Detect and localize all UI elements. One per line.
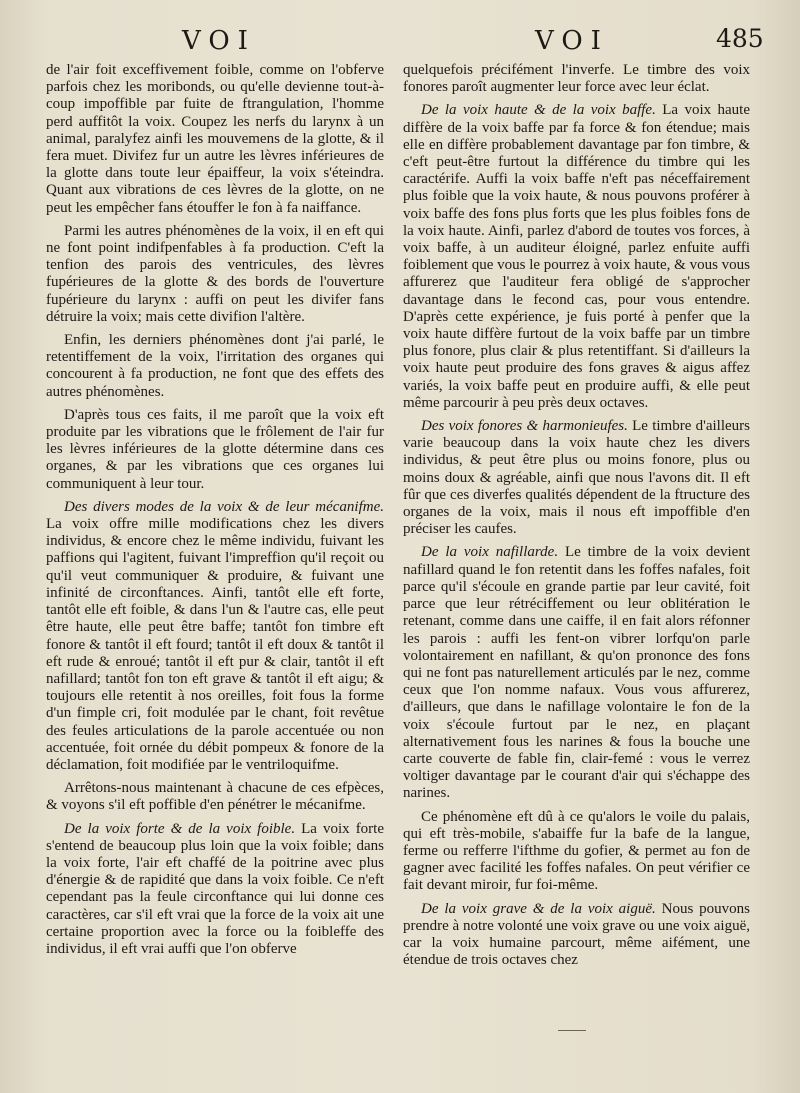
section-heading: Des divers modes de la voix & de leur mécanifme.	[64, 498, 384, 515]
paragraph-text: Le timbre de la voix devient nafillard quand le fon retentit dans les foffes nafales, foit parce qu'il s'écoule en grande partie par leur cavité, foit parce que leur rétréciffement ou leur oblitération le retenant, comme dans une caiffe, il en fait alors réfonner les parois : auffi les fent-on vibrer lorfqu'on parle volontairement en nafillant, & qu'on prononce des fons qui ne font pas naturellement articulés par le nez, comme ceux que l'on nomme nafaux. Vous vous affurerez, d'ailleurs, que dans le nafillage volontaire le fon de la voix s'écoule furtout par le nez, en plaçant alternativement fous les narines & fous la bouche une carte couverte de fable fin, clair-femé : vous le verrez voltiger davantage par le courant d'air qui s'échappe des narines.	[403, 544, 751, 802]
section-heading: De la voix grave & de la voix aiguë.	[421, 900, 656, 917]
paragraph	[46, 332, 384, 401]
paragraph	[403, 901, 750, 970]
paragraph	[46, 780, 384, 814]
paragraph	[403, 102, 750, 412]
paragraph	[46, 223, 384, 326]
paragraph	[403, 544, 750, 802]
paragraph-text: Nous pouvons prendre à notre volonté une voix grave ou une voix aiguë, car la voix humaine parcourt, même aifément, une étendue de trois octaves chez	[403, 900, 750, 969]
paragraph-text: de l'air foit exceffivement foible, comme on l'obferve parfois chez les moribonds, ou qu'elle devienne tout-à-coup impoffible par fuite de ftrangulation, l'homme perd auffitôt la voix. Coupez les nerfs du larynx à un animal, paralyfez ainfi les mouvemens de la glotte, & il fera muet. Divifez fur un autre les lèvres inférieures de la glotte dans toute leur épaiffeur, la voix s'éteindra. Quant aux vibrations de ces lèvres de la glotte, on ne peut les empêcher fans étouffer le fon à fa naiffance.	[46, 62, 384, 216]
paragraph	[403, 62, 750, 96]
right-column	[403, 62, 750, 975]
paragraph-text: Ce phénomène eft dû à ce qu'alors le voile du palais, qui eft très-mobile, s'abaiffe fur la bafe de la langue, ferme ou refferre l'ifthme du gofier, & permet au fon de gagner avec facilité les foffes nafales. On peut vérifier ce fait devant miroir, fur foi-même.	[403, 808, 750, 894]
paragraph-text: Arrêtons-nous maintenant à chacune de ces efpèces, & voyons s'il eft poffible d'en pénétrer le mécanifme.	[46, 780, 384, 814]
paragraph	[46, 821, 384, 959]
section-heading: De la voix haute & de la voix baffe.	[421, 102, 656, 119]
paragraph-text: Le timbre d'ailleurs varie beaucoup dans la voix haute chez les divers individus, & peut être plus ou moins fonore, plus ou moins doux & agréable, ainfi que nous l'avons dit. Il eft fûr que ces diverfes qualités dépendent de la ftructure des organes de la voix, mais il nous eft impoffible d'en préciser les caufes.	[403, 418, 750, 538]
paragraph-text: Parmi les autres phénomènes de la voix, il en eft qui ne font point indifpenfables à fa production. C'eft la tenfion des parois des ventricules, des lèvres fupérieures de la glotte & des bords de l'ouverture fupérieure du larynx : auffi on peut les divifer fans détruire la voix; mais cette divifion l'altère.	[46, 222, 384, 325]
paragraph	[403, 809, 750, 895]
running-head-left: VOI	[182, 26, 256, 56]
paragraph	[46, 499, 384, 774]
page-number: 485	[716, 24, 764, 53]
running-head-right: VOI	[535, 26, 609, 56]
footer-rule	[558, 1030, 586, 1031]
paragraph-text: quelquefois précifément l'inverfe. Le timbre des voix fonores paroît augmenter leur force avec leur éclat.	[403, 62, 750, 96]
paragraph-text: La voix offre mille modifications chez les divers individus, & encore chez le même individu, fuivant les paffions qui l'agitent, fuivant l'impreffion qu'il reçoit ou qu'il veut communiquer & produire, & fuivant une infinité de circonftances. Ainfi, tantôt elle eft forte, tantôt elle eft foible, & dans l'un & l'autre cas, elle peut être haute, elle peut être baffe; tantôt fon timbre eft fonore & tantôt il eft fourd; tantôt il eft doux & tantôt il eft rude & enroué; tantôt il eft pur & clair, tantôt il eft nafillard; tantôt fon ton eft grave & tantôt il eft aigu; & toujours elle retentit à nos oreilles, foit fous la forme d'un fimple cri, foit modulée par le chant, foit revêtue des feules articulations de la parole accentuée ou non accentuée, foit ornée du débit pompeux & fonore de la déclamation, foit modifiée par le ventriloquifme.	[46, 516, 384, 773]
paragraph-text: La voix haute diffère de la voix baffe par fa force & fon étendue; mais elle en diffère probablement davantage par fon timbre, & c'eft peut-être furtout la différence du timbre qui les caractérife. Auffi la voix baffe n'eft pas néceffairement plus foible que la voix haute, & nous pouvons proférer à voix baffe des fons plus forts que les plus foibles fons de la voix haute. Ainfi, parlez d'abord de toutes vos forces, à voix baffe, à un auditeur éloigné, parlez enfuite auffi foiblement que vous le pourrez à voix haute, & vous vous affurerez que l'auditeur fera obligé de s'approcher davantage dans le fecond cas, pour vous entendre. D'après cette expérience, je fuis porté à penfer que la voix haute diffère furtout de la voix baffe par un timbre plus fonore, plus clair & plus retentiffant. Si d'ailleurs la voix haute peut produire des fons graves & aigus affez variés, la voix baffe peut en produire auffi, & elle peut même parcourir à peu près deux octaves.	[403, 102, 751, 411]
paragraph	[46, 62, 384, 217]
section-heading: Des voix fonores & harmonieufes.	[421, 418, 628, 435]
section-heading: De la voix forte & de la voix foible.	[64, 820, 296, 837]
paragraph	[403, 418, 750, 538]
left-column	[46, 62, 384, 964]
section-heading: De la voix nafillarde.	[421, 544, 559, 561]
paragraph-text: La voix forte s'entend de beaucoup plus loin que la voix foible; dans la voix forte, l'air eft chaffé de la poitrine avec plus d'énergie & de rapidité que dans la voix foible. Ce n'eft cependant pas la feule circonftance qui lui donne ces caractères, car s'il eft vrai que la force de la voix ait une certaine proportion avec la force ou la foibleffe des individus, il eft vrai auffi que l'on obferve	[46, 820, 385, 957]
paragraph-text: D'après tous ces faits, il me paroît que la voix eft produite par les vibrations que le frôlement de l'air fur les lèvres inférieures de la glotte détermine dans ces organes, & par les vibrations que ces organes lui communiquent à leur tour.	[46, 406, 384, 492]
paragraph	[46, 407, 384, 493]
paragraph-text: Enfin, les derniers phénomènes dont j'ai parlé, le retentiffement de la voix, l'irritation des organes qui concourent à fa production, ne font que des effets des autres phénomènes.	[46, 332, 384, 400]
